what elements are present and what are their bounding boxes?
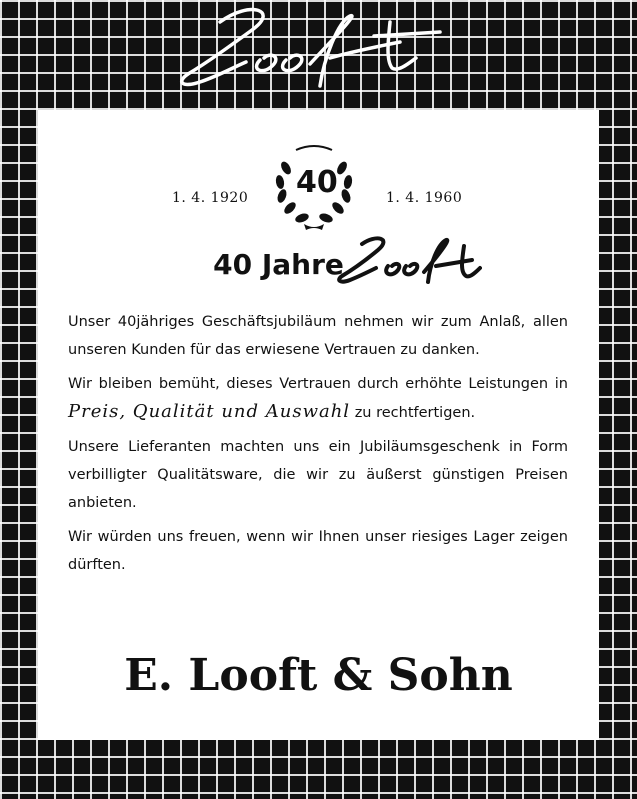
paragraph-2-script: Preis, Qualität und Auswahl (68, 401, 351, 422)
headline-text: 40 Jahre (213, 248, 344, 281)
content-panel (38, 110, 599, 740)
announcement-body (68, 308, 568, 585)
headline (38, 232, 599, 284)
company-name: E. Looft & Sohn (124, 650, 513, 701)
founding-date: 1. 4. 1920 (172, 190, 249, 206)
paragraph-2-start: Wir bleiben bemüht, dieses Vertrauen durch erhöhte Leistungen in (68, 376, 568, 392)
paragraph-3: Unsere Lieferanten machten uns ein Jubiläumsgeschenk in Form verbilligter Qualitätsware, die wir zu äußerst günstigen Preisen anbieten. (68, 439, 568, 511)
paragraph-2-end: zu rechtfertigen. (354, 405, 476, 421)
anniversary-badge-number: 40 (296, 165, 338, 200)
paragraph-4: Wir würden uns freuen, wenn wir Ihnen unser riesiges Lager zeigen dürften. (68, 529, 568, 573)
paragraph-1: Unser 40jähriges Geschäftsjubiläum nehmen wir zum Anlaß, allen unseren Kunden für das erwiesene Vertrauen zu danken. (68, 314, 568, 358)
anniversary-date-row (38, 138, 599, 228)
looft-inline-logo (332, 232, 482, 284)
looft-script-logo (160, 2, 460, 94)
anniversary-date: 1. 4. 1960 (386, 190, 463, 206)
paragraph-2 (68, 370, 568, 427)
